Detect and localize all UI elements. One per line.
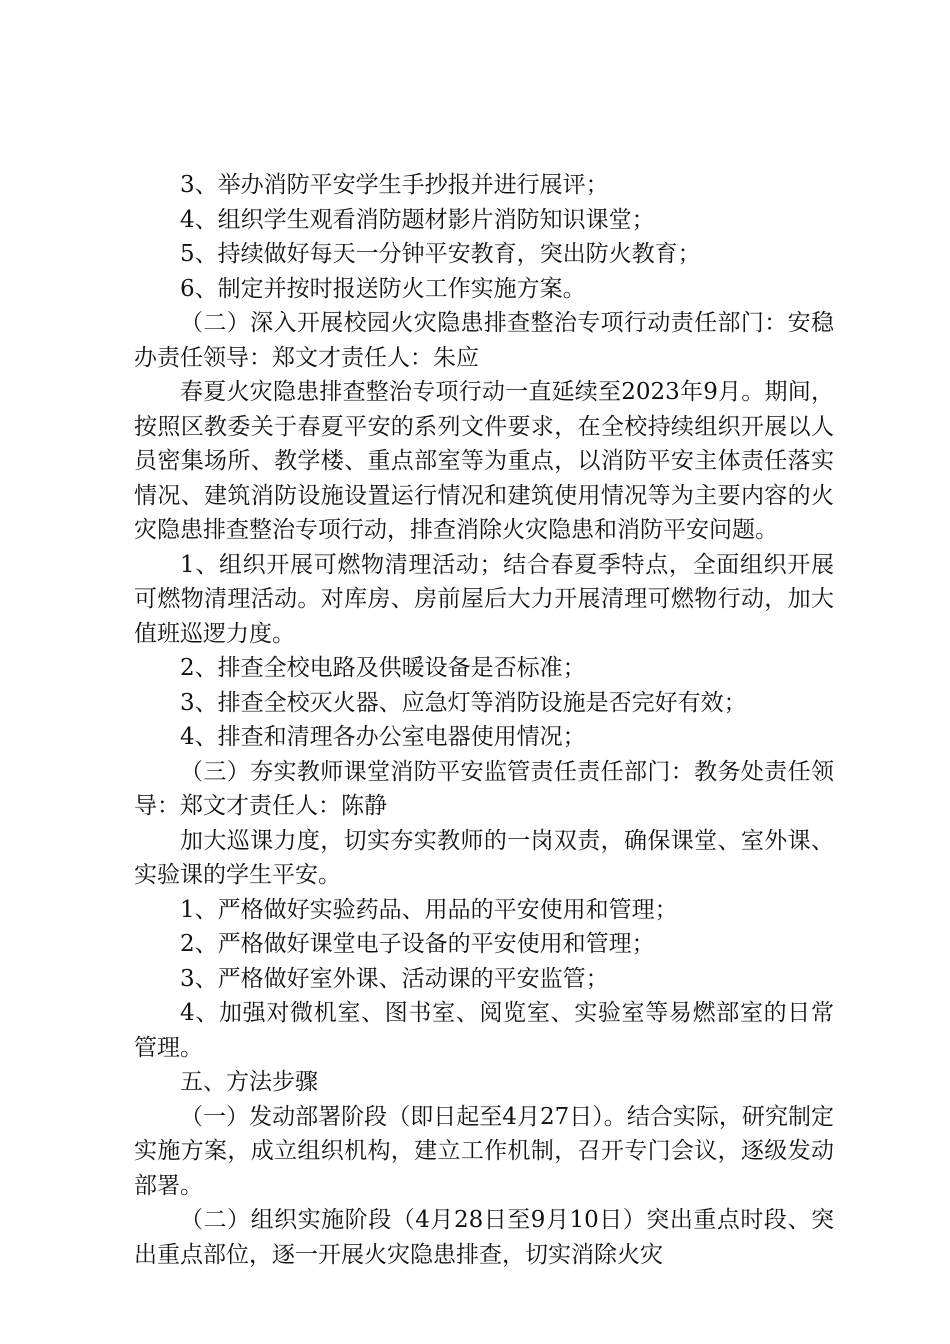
- paragraph-item-4: 4、组织学生观看消防题材影片消防知识课堂；: [180, 206, 655, 233]
- paragraph-item-2: 2、排查全校电路及供暖设备是否标准；: [180, 655, 586, 681]
- paragraph-body-2: 加大巡课力度，切实夯实教师的一岗双责，确保课堂、室外课、实验课的学生平安。: [134, 827, 834, 888]
- section-heading-5: 五、方法步骤: [180, 1069, 318, 1095]
- paragraph-item-3c: 3、严格做好室外课、活动课的平安监管；: [180, 965, 609, 992]
- paragraph-item-1: 1、组织开展可燃物清理活动；结合春夏季特点，全面组织开展可燃物清理活动。对库房、房前屋后大力开展清理可燃物行动，加大值班巡逻力度。: [134, 551, 834, 647]
- step-2: （二）组织实施阶段（4月28日至9月10日）突出重点时段、突出重点部位，逐一开展火灾隐患排查，切实消除火灾: [134, 1207, 834, 1268]
- step-1: （一）发动部署阶段（即日起至4月27日）。结合实际，研究制定实施方案，成立组织机构，建立工作机制，召开专门会议，逐级发动部署。: [134, 1103, 834, 1199]
- section-heading-3: （三）夯实教师课堂消防平安监管责任责任部门：教务处责任领导：郑文才责任人：陈静: [134, 758, 834, 819]
- paragraph-item-3: 3、举办消防平安学生手抄报并进行展评；: [180, 172, 609, 198]
- paragraph-item-3b: 3、排查全校灭火器、应急灯等消防设施是否完好有效；: [180, 689, 747, 716]
- section-heading-2: （二）深入开展校园火灾隐患排查整治专项行动责任部门：安稳办责任领导：郑文才责任人：朱应: [134, 310, 834, 371]
- paragraph-item-5: 5、持续做好每天一分钟平安教育，突出防火教育；: [180, 241, 701, 267]
- paragraph-item-2c: 2、严格做好课堂电子设备的平安使用和管理；: [180, 931, 655, 957]
- document-body: [134, 168, 834, 1272]
- paragraph-item-4c: 4、加强对微机室、图书室、阅览室、实验室等易燃部室的日常管理。: [134, 1000, 834, 1061]
- paragraph-body: 春夏火灾隐患排查整治专项行动一直延续至2023年9月。期间，按照区教委关于春夏平安的系列文件要求，在全校持续组织开展以人员密集场所、教学楼、重点部室等为重点，以消防平安主体责任落实情况、建筑消防设施设置运行情况和建筑使用情况等为主要内容的火灾隐患排查整治专项行动，排查消除火灾隐患和消防平安问题。: [134, 379, 834, 543]
- paragraph-item-1c: 1、严格做好实验药品、用品的平安使用和管理；: [180, 896, 678, 923]
- paragraph-item-4b: 4、排查和清理各办公室电器使用情况；: [180, 724, 586, 750]
- paragraph-item-6: 6、制定并按时报送防火工作实施方案。: [180, 275, 586, 302]
